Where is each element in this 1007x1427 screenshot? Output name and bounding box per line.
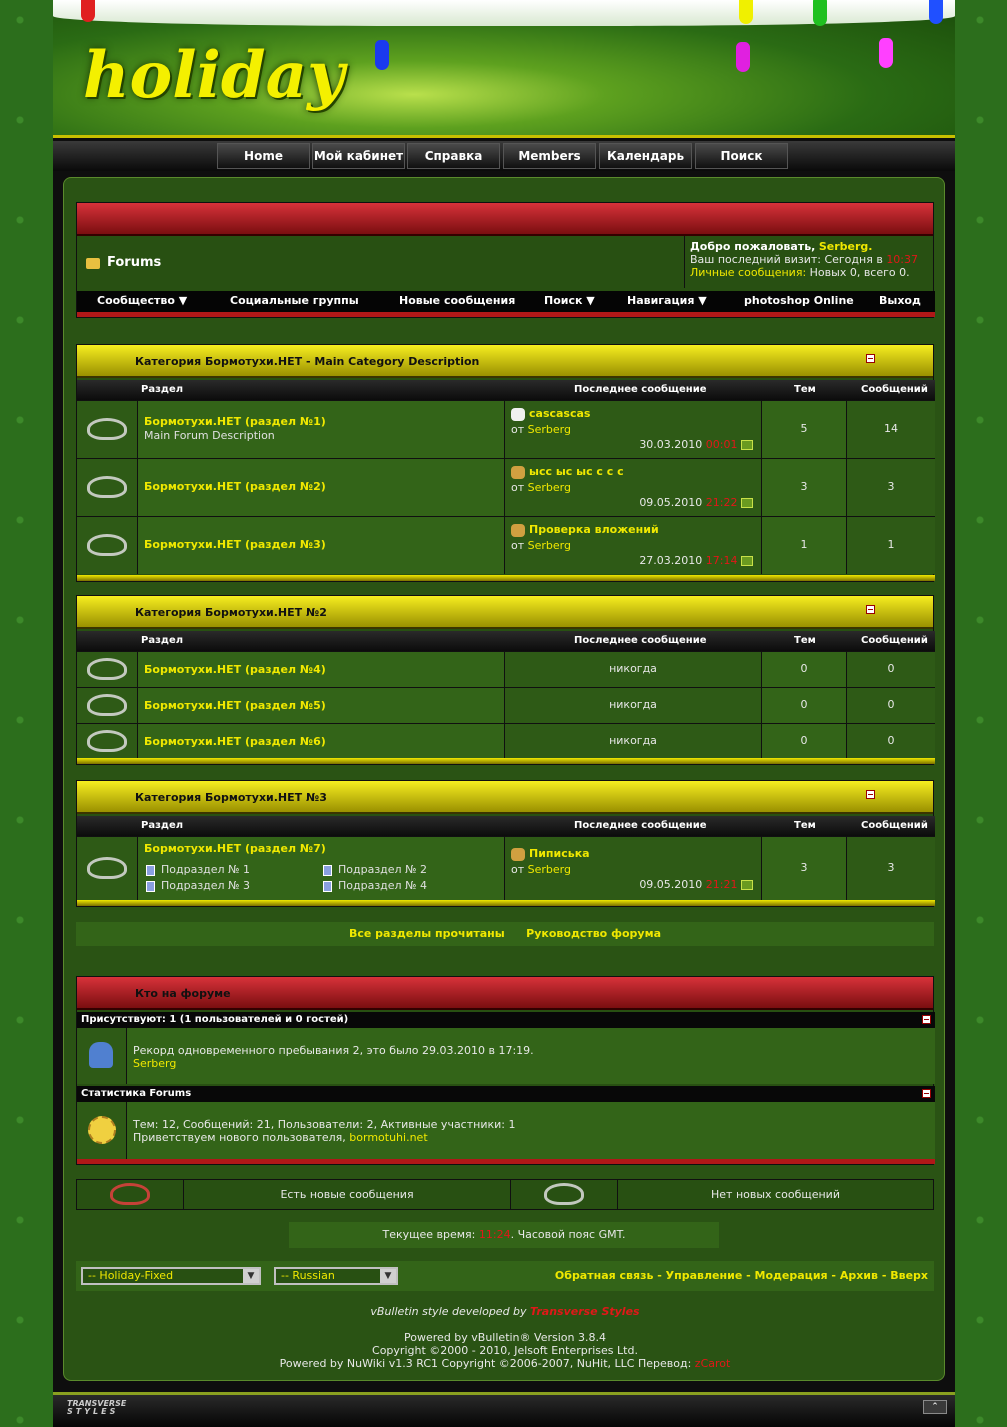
post-count: 0 xyxy=(887,698,895,711)
col-threads: Тем xyxy=(794,384,816,395)
forum-name[interactable]: Бормотухи.НЕТ (раздел №1) xyxy=(144,415,326,428)
subforum-link[interactable]: Подраздел № 4 xyxy=(323,879,427,892)
never-label: никогда xyxy=(609,662,657,675)
breadcrumb-cap xyxy=(77,203,933,236)
welcome-new-label: Приветствуем нового пользователя, xyxy=(133,1131,346,1144)
forum-name[interactable]: Бормотухи.НЕТ (раздел №3) xyxy=(144,538,326,551)
nav-help[interactable]: Справка xyxy=(407,143,500,169)
candy-cane-icon xyxy=(87,476,127,498)
category-1-cap xyxy=(77,345,933,378)
last-post-time: 21:21 xyxy=(705,878,738,891)
forum-row xyxy=(77,458,935,516)
last-visit-label: Ваш последний визит: Сегодня в xyxy=(690,253,883,266)
candy-cane-icon xyxy=(87,534,127,556)
thread-count: 5 xyxy=(800,422,808,435)
forum-row xyxy=(77,687,935,723)
never-label: никогда xyxy=(609,698,657,711)
mod-link[interactable]: Модерация xyxy=(754,1269,828,1282)
col-forum: Раздел xyxy=(141,635,184,646)
breadcrumb-title[interactable]: Forums xyxy=(107,255,162,270)
col-last: Последнее сообщение xyxy=(574,820,707,831)
nav-home[interactable]: Home xyxy=(217,143,310,169)
tnav-navigation[interactable]: Навигация ▼ xyxy=(627,294,707,307)
col-posts: Сообщений xyxy=(861,820,928,831)
main-navbar xyxy=(53,141,955,171)
collapse-icon[interactable] xyxy=(922,1089,931,1098)
last-post-date: 09.05.2010 xyxy=(639,496,703,509)
bulb-yellow-icon xyxy=(739,0,753,24)
forum-name[interactable]: Бормотухи.НЕТ (раздел №7) xyxy=(144,842,326,855)
category-1-title[interactable]: Категория Бормотухи.НЕТ - Main Category Description xyxy=(135,355,480,368)
post-icon xyxy=(511,524,525,537)
category-1 xyxy=(76,344,934,582)
thread-count: 3 xyxy=(800,480,808,493)
time-label: Текущее время: xyxy=(382,1228,476,1241)
collapse-icon[interactable] xyxy=(866,790,875,799)
stats-label: Статистика Forums xyxy=(81,1088,192,1099)
nav-search[interactable]: Поиск xyxy=(695,143,788,169)
last-post-time: 17:14 xyxy=(705,554,738,567)
thread-count: 3 xyxy=(800,861,808,874)
forum-name[interactable]: Бормотухи.НЕТ (раздел №6) xyxy=(144,735,326,748)
bulb-blue2-icon xyxy=(929,0,943,24)
post-count: 0 xyxy=(887,734,895,747)
admin-link[interactable]: Управление xyxy=(665,1269,743,1282)
never-label: никогда xyxy=(609,734,657,747)
col-forum: Раздел xyxy=(141,820,184,831)
forum-row xyxy=(77,723,935,759)
style-name-link[interactable]: Transverse Styles xyxy=(530,1305,640,1318)
go-arrow-icon[interactable] xyxy=(741,880,753,890)
forum-row xyxy=(77,836,935,900)
bulb-green-icon xyxy=(813,0,827,26)
bulb-pink-icon xyxy=(879,38,893,68)
new-user-link[interactable]: bormotuhi.net xyxy=(349,1131,428,1144)
post-count: 0 xyxy=(887,662,895,675)
tnav-search[interactable]: Поиск ▼ xyxy=(544,294,595,307)
welcome-panel xyxy=(687,236,933,288)
new-posts-candy-icon xyxy=(110,1183,150,1205)
by-label: от xyxy=(511,862,525,876)
by-label: от xyxy=(511,422,525,436)
by-label: от xyxy=(511,480,525,494)
col-last: Последнее сообщение xyxy=(574,384,707,395)
archive-link[interactable]: Архив xyxy=(839,1269,878,1282)
breadcrumb-box xyxy=(76,202,934,318)
candy-cane-icon xyxy=(87,658,127,680)
last-post-user[interactable]: Serberg xyxy=(527,538,571,552)
last-post-date: 30.03.2010 xyxy=(639,438,703,451)
folder-icon xyxy=(86,258,100,269)
last-post-time: 00:01 xyxy=(705,438,738,451)
style-by: vBulletin style developed by xyxy=(370,1305,527,1318)
collapse-icon[interactable] xyxy=(922,1015,931,1024)
forum-links-bar xyxy=(76,922,934,946)
thread-count: 1 xyxy=(800,538,808,551)
post-count: 3 xyxy=(887,480,895,493)
tnav-logout[interactable]: Выход xyxy=(879,294,921,307)
welcome-greeting: Добро пожаловать, xyxy=(690,240,816,253)
breadcrumb-bottom xyxy=(77,312,935,317)
online-bottom xyxy=(77,1159,935,1164)
nav-members[interactable]: Members xyxy=(503,143,596,169)
last-post-title[interactable]: Проверка вложений xyxy=(529,523,659,536)
footer-controls xyxy=(76,1261,934,1291)
header-banner xyxy=(53,0,955,138)
last-post-time: 21:22 xyxy=(705,496,738,509)
col-threads: Тем xyxy=(794,820,816,831)
brand-logo xyxy=(67,1400,126,1416)
collapse-icon[interactable] xyxy=(866,354,875,363)
candy-cane-icon xyxy=(87,694,127,716)
forum-guide-link[interactable]: Руководство форума xyxy=(526,927,662,940)
thread-count: 0 xyxy=(800,698,808,711)
no-new-posts-candy-icon xyxy=(544,1183,584,1205)
column-header xyxy=(77,816,935,836)
post-count: 1 xyxy=(887,538,895,551)
legend-new: Есть новые сообщения xyxy=(280,1188,414,1201)
legend-old: Нет новых сообщений xyxy=(711,1188,840,1201)
last-post-title[interactable]: Пиписька xyxy=(529,847,590,860)
col-posts: Сообщений xyxy=(861,635,928,646)
site-logo[interactable]: holiday xyxy=(83,38,345,113)
nuwiki-text: Powered by NuWiki v1.3 RC1 Copyright ©2006-2007, NuHit, LLC Перевод: xyxy=(279,1357,692,1370)
pm-value: Новых 0, всего 0. xyxy=(809,266,910,279)
nav-my-account[interactable]: Мой кабинет xyxy=(312,143,405,169)
forum-row xyxy=(77,651,935,687)
by-label: от xyxy=(511,538,525,552)
icon-legend xyxy=(76,1179,934,1210)
present-header xyxy=(77,1012,935,1028)
category-footer xyxy=(77,758,935,764)
category-2-title[interactable]: Категория Бормотухи.НЕТ №2 xyxy=(135,606,327,619)
post-icon xyxy=(511,408,525,421)
go-arrow-icon[interactable] xyxy=(741,556,753,566)
candy-cane-icon xyxy=(87,418,127,440)
category-3 xyxy=(76,780,934,907)
online-row xyxy=(77,1028,935,1084)
category-2-cap xyxy=(77,596,933,629)
footer-links: Обратная связь - Управление - Модерация - Архив - Вверх xyxy=(554,1269,928,1282)
forum-desc: Main Forum Description xyxy=(144,429,275,442)
pm-link[interactable]: Личные сообщения: xyxy=(690,266,807,279)
credits xyxy=(64,1305,946,1370)
last-post-title[interactable]: ысс ыс ыс с с с xyxy=(529,465,624,478)
last-visit-time: 10:37 xyxy=(886,253,919,266)
last-post-user[interactable]: Serberg xyxy=(527,480,571,494)
online-title: Кто на форуме xyxy=(135,987,231,1000)
online-cap xyxy=(77,977,933,1010)
go-arrow-icon[interactable] xyxy=(741,440,753,450)
post-count: 3 xyxy=(887,861,895,874)
bulb-blue-icon xyxy=(375,40,389,70)
present-label: Присутствуют: 1 (1 пользователей и 0 гостей) xyxy=(81,1014,349,1025)
category-3-title[interactable]: Категория Бормотухи.НЕТ №3 xyxy=(135,791,327,804)
bulb-red-icon xyxy=(81,0,95,22)
post-icon xyxy=(511,466,525,479)
mark-read-link[interactable]: Все разделы прочитаны xyxy=(348,927,505,940)
col-threads: Тем xyxy=(794,635,816,646)
last-post-user[interactable]: Serberg xyxy=(527,422,571,436)
stats-text: Тем: 12, Сообщений: 21, Пользователи: 2, Активные участники: 1 xyxy=(133,1118,516,1131)
forum-name[interactable]: Бормотухи.НЕТ (раздел №4) xyxy=(144,663,326,676)
category-2 xyxy=(76,595,934,765)
tool-navbar xyxy=(77,291,935,313)
category-footer xyxy=(77,900,935,906)
collapse-icon[interactable] xyxy=(866,605,875,614)
last-post-date: 27.03.2010 xyxy=(639,554,703,567)
page-frame xyxy=(53,0,955,1427)
go-arrow-icon[interactable] xyxy=(741,498,753,508)
thread-count: 0 xyxy=(800,734,808,747)
tnav-community[interactable]: Сообщество ▼ xyxy=(97,294,188,307)
time-value: 11:24 xyxy=(478,1228,511,1241)
thread-count: 0 xyxy=(800,662,808,675)
forum-row xyxy=(77,516,935,574)
style-select[interactable]: -- Holiday-Fixed ▼ xyxy=(81,1267,261,1285)
subforum-link[interactable]: Подраздел № 1 xyxy=(146,863,250,876)
col-posts: Сообщений xyxy=(861,384,928,395)
forum-name[interactable]: Бормотухи.НЕТ (раздел №5) xyxy=(144,699,326,712)
candy-cane-icon xyxy=(87,730,127,752)
feedback-link[interactable]: Обратная связь xyxy=(554,1269,654,1282)
breadcrumb xyxy=(77,236,685,288)
powered-text: Powered by vBulletin® Version 3.8.4 xyxy=(404,1331,606,1344)
category-3-cap xyxy=(77,781,933,814)
candy-cane-icon xyxy=(87,857,127,879)
column-header xyxy=(77,631,935,651)
main-content xyxy=(63,177,945,1381)
record-text: Рекорд одновременного пребывания 2, это было 29.03.2010 в 17:19. xyxy=(133,1044,534,1057)
translator-link[interactable]: zCarot xyxy=(694,1357,731,1370)
copyright-text: Copyright ©2000 - 2010, Jelsoft Enterprises Ltd. xyxy=(372,1344,638,1357)
bottom-bar xyxy=(53,1392,955,1427)
stats-row xyxy=(77,1102,935,1159)
subforum-link[interactable]: Подраздел № 2 xyxy=(323,863,427,876)
col-last: Последнее сообщение xyxy=(574,635,707,646)
forum-name[interactable]: Бормотухи.НЕТ (раздел №2) xyxy=(144,480,326,493)
scroll-top-icon[interactable]: ⌃ xyxy=(923,1400,947,1414)
welcome-user[interactable]: Serberg. xyxy=(818,240,873,253)
last-post-date: 09.05.2010 xyxy=(639,878,703,891)
category-footer xyxy=(77,575,935,581)
tnav-photoshop[interactable]: photoshop Online xyxy=(744,294,854,307)
forum-row xyxy=(77,400,935,458)
users-icon xyxy=(77,1028,127,1084)
post-count: 14 xyxy=(884,422,898,435)
col-forum: Раздел xyxy=(141,384,184,395)
last-post-title[interactable]: cascascas xyxy=(529,407,591,420)
online-user-link[interactable]: Serberg xyxy=(133,1057,177,1070)
column-header xyxy=(77,380,935,400)
top-link[interactable]: Вверх xyxy=(890,1269,928,1282)
stats-header xyxy=(77,1086,935,1102)
tnav-new-posts[interactable]: Новые сообщения xyxy=(399,294,516,307)
time-bar xyxy=(289,1222,719,1248)
whos-online-box xyxy=(76,976,934,1165)
bulb-magenta-icon xyxy=(736,42,750,72)
brand-line1: TRANSVERSE xyxy=(67,1399,127,1408)
subforum-link[interactable]: Подраздел № 3 xyxy=(146,879,250,892)
time-suffix: . Часовой пояс GMT. xyxy=(510,1228,626,1241)
post-icon xyxy=(511,848,525,861)
brand-line2: STYLES xyxy=(67,1407,119,1416)
last-post-user[interactable]: Serberg xyxy=(527,862,571,876)
nav-calendar[interactable]: Календарь xyxy=(599,143,692,169)
stats-icon xyxy=(77,1102,127,1159)
tnav-social-groups[interactable]: Социальные группы xyxy=(230,294,359,307)
language-select[interactable]: -- Russian ▼ xyxy=(274,1267,398,1285)
